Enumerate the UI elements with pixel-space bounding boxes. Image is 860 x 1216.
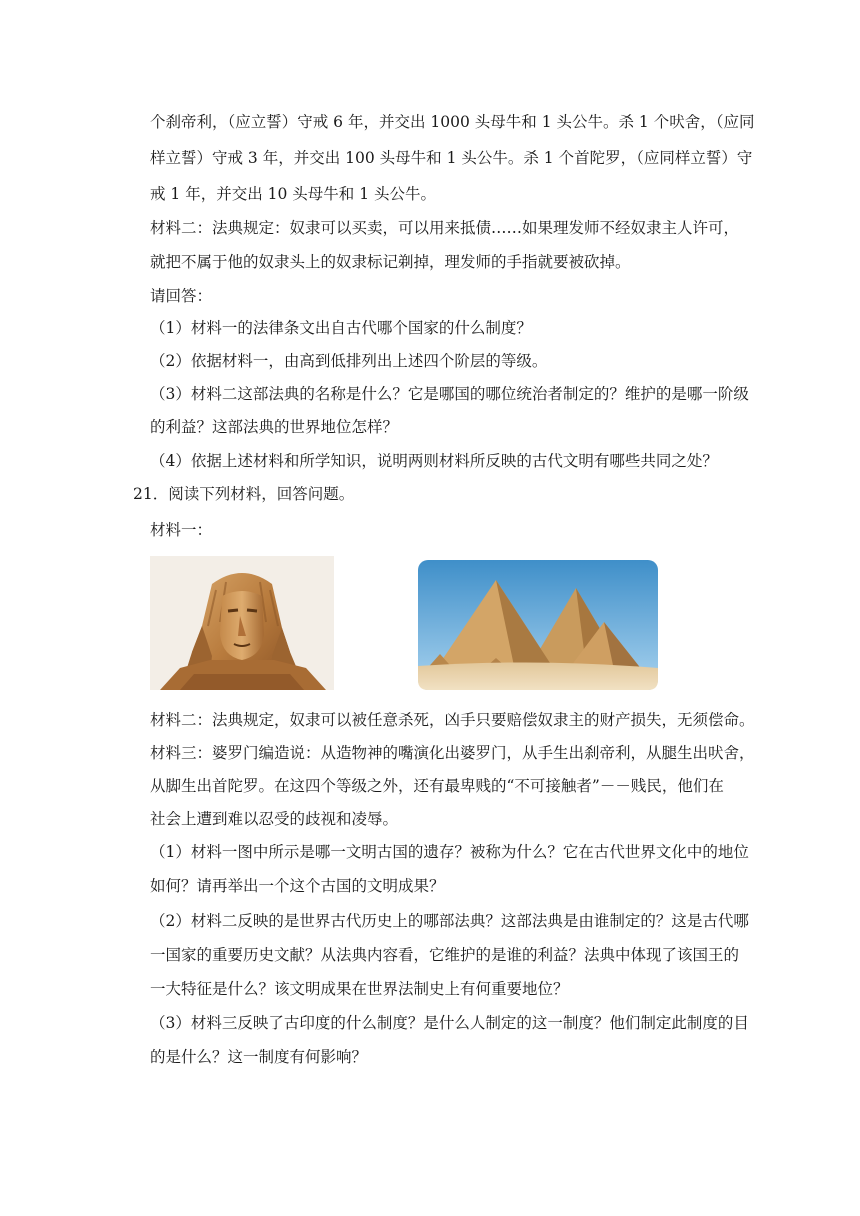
q21-question-1-line2: 如何？请再举出一个这个古国的文明成果？ [150, 877, 445, 895]
q20-material1-line1: 个刹帝利，（应立誓）守戒 6 年，并交出 1000 头母牛和 1 头公牛。杀 1 个吠舍，（应同 [150, 113, 755, 131]
q20-prompt: 请回答： [150, 287, 213, 305]
q20-material1-line2: 样立誓）守戒 3 年，并交出 100 头母牛和 1 头公牛。杀 1 个首陀罗，（应同样立誓）守 [150, 149, 753, 167]
pyramids-image [418, 560, 658, 690]
q21-material3-line1: 材料三：婆罗门编造说：从造物神的嘴演化出婆罗门，从手生出刹帝利，从腿生出吠舍， [150, 744, 755, 762]
q20-question-2: （2）依据材料一，由高到低排列出上述四个阶层的等级。 [150, 352, 548, 370]
q20-material2-line1: 材料二：法典规定：奴隶可以买卖，可以用来抵债……如果理发师不经奴隶主人许可， [150, 219, 740, 237]
q20-question-3-line2: 的利益？这部法典的世界地位怎样？ [150, 418, 399, 436]
q21-question-3-line2: 的是什么？这一制度有何影响？ [150, 1048, 368, 1066]
sphinx-image [150, 556, 334, 690]
q21-heading: 21．阅读下列材料，回答问题。 [133, 485, 355, 503]
q21-question-1-line1: （1）材料一图中所示是哪一文明古国的遗存？被称为什么？它在古代世界文化中的地位 [150, 843, 749, 861]
q21-material1-label: 材料一： [150, 521, 213, 539]
q20-material1-line3: 戒 1 年，并交出 10 头母牛和 1 头公牛。 [150, 185, 437, 203]
material1-figures [150, 556, 670, 692]
q21-material3-line2: 从脚生出首陀罗。在这四个等级之外，还有最卑贱的“不可接触者”－－贱民，他们在 [150, 777, 724, 795]
q21-question-2-line2: 一国家的重要历史文献？从法典内容看，它维护的是谁的利益？法典中体现了该国王的 [150, 946, 740, 964]
q21-question-2-line3: 一大特征是什么？该文明成果在世界法制史上有何重要地位？ [150, 980, 569, 998]
q20-question-4: （4）依据上述材料和所学知识，说明两则材料所反映的古代文明有哪些共同之处？ [150, 452, 718, 470]
q21-material2: 材料二：法典规定，奴隶可以被任意杀死，凶手只要赔偿奴隶主的财产损失，无须偿命。 [150, 711, 755, 729]
q20-question-3-line1: （3）材料二这部法典的名称是什么？它是哪国的哪位统治者制定的？维护的是哪一阶级 [150, 385, 749, 403]
q20-question-1: （1）材料一的法律条文出自古代哪个国家的什么制度？ [150, 319, 532, 337]
q21-material3-line3: 社会上遭到难以忍受的歧视和凌辱。 [150, 810, 399, 828]
q20-material2-line2: 就把不属于他的奴隶头上的奴隶标记剃掉，理发师的手指就要被砍掉。 [150, 253, 631, 271]
q21-question-2-line1: （2）材料二反映的是世界古代历史上的哪部法典？这部法典是由谁制定的？这是古代哪 [150, 912, 749, 930]
q21-question-3-line1: （3）材料三反映了古印度的什么制度？是什么人制定的这一制度？他们制定此制度的目 [150, 1014, 749, 1032]
